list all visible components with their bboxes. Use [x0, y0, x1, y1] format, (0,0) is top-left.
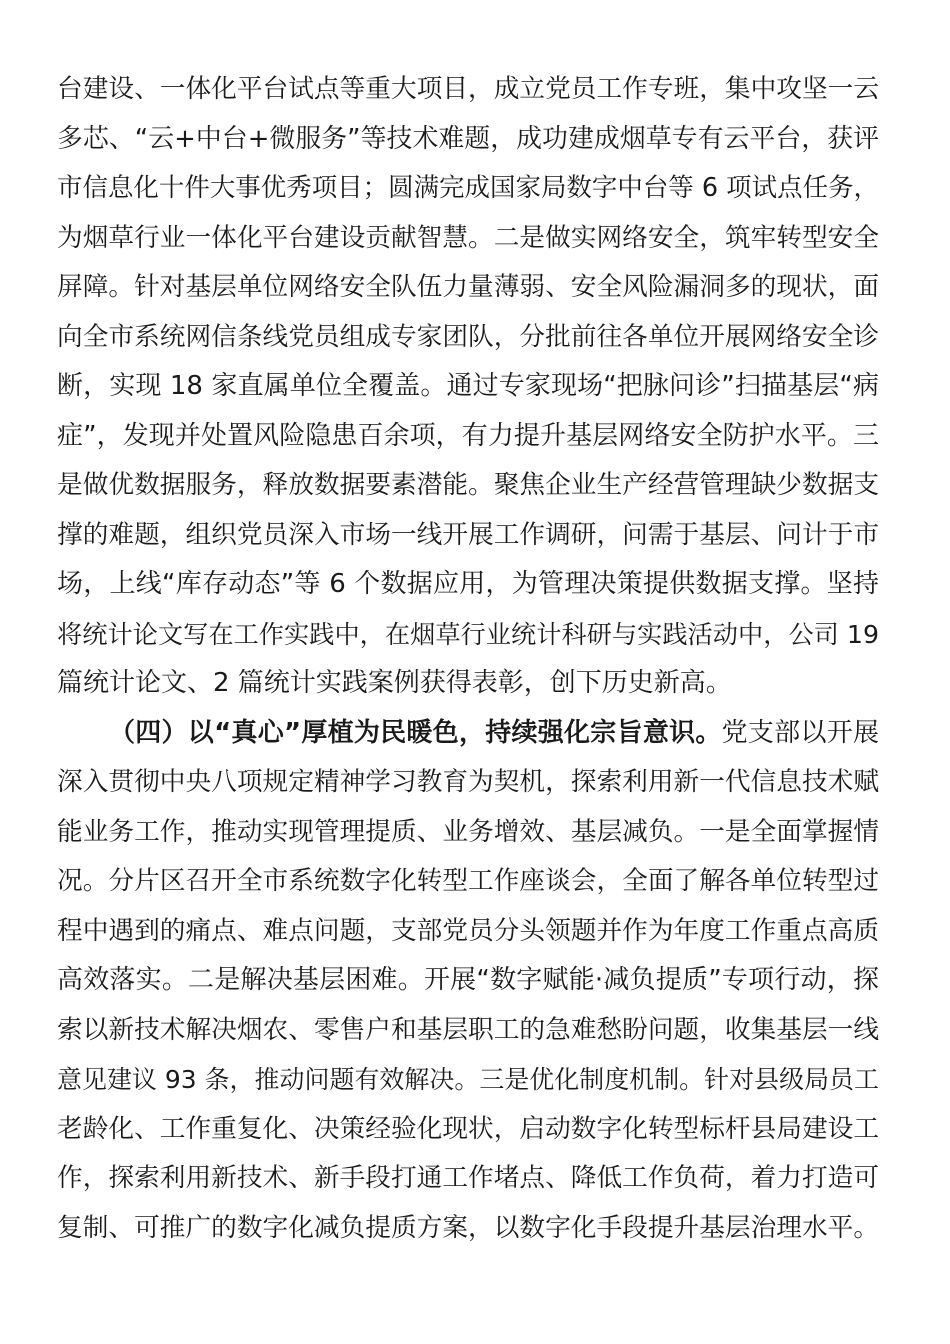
line-text: 撑的难题，组织党员深入市场一线开展工作调研，问需于基层、问计于市	[57, 519, 879, 550]
text-line	[57, 709, 879, 759]
line-text: 深入贯彻中央八项规定精神学习教育为契机，探索利用新一代信息技术赋	[57, 767, 879, 797]
line-text: 将统计论文写在工作实践中，在烟草行业统计科研与实践活动中，公司 19	[57, 619, 879, 649]
text-line	[57, 1204, 879, 1254]
line-text: 复制、可推广的数字化减负提质方案，以数字化手段提升基层治理水平。	[57, 1212, 879, 1243]
line-text: 是做优数据服务，释放数据要素潜能。聚焦企业生产经营管理缺少数据支	[57, 470, 879, 500]
text-line	[57, 313, 879, 363]
line-text: 多芯、“云+中台+微服务”等技术难题，成功建成烟草专有云平台，获评	[57, 123, 879, 154]
line-text: 党支部以开展	[721, 717, 879, 748]
text-line	[57, 1006, 879, 1056]
line-text: 向全市系统网信条线党员组成专家团队，分批前往各单位开展网络安全诊	[57, 321, 879, 352]
line-text: 篇统计论文、2 篇统计实践案例获得表彰，创下历史新高。	[57, 668, 732, 698]
text-line	[57, 65, 879, 115]
line-text: 老龄化、工作重复化、决策经验化现状，启动数字化转型标杆县局建设工	[57, 1113, 879, 1144]
text-line	[57, 1154, 879, 1204]
line-text: 能业务工作，推动实现管理提质、业务增效、基层减负。一是全面掌握情	[57, 816, 879, 847]
text-line	[57, 115, 879, 165]
line-text: 断，实现 18 家直属单位全覆盖。通过专家现场“把脉问诊”扫描基层“病	[57, 371, 879, 401]
line-text: 作，探索利用新技术、新手段打通工作堵点、降低工作负荷，着力打造可	[57, 1163, 879, 1193]
text-line	[57, 214, 879, 264]
text-line	[57, 1105, 879, 1155]
line-text: 为烟草行业一体化平台建设贡献智慧。二是做实网络安全，筑牢转型安全	[57, 222, 879, 253]
text-line	[57, 610, 879, 660]
text-line	[57, 956, 879, 1006]
line-text: 况。分片区召开全市系统数字化转型工作座谈会，全面了解各单位转型过	[57, 866, 879, 896]
line-text: 程中遇到的痛点、难点问题，支部党员分头领题并作为年度工作重点高质	[57, 915, 879, 946]
text-line	[57, 461, 879, 511]
line-text: 场，上线“库存动态”等 6 个数据应用，为管理决策提供数据支撑。坚持	[57, 569, 879, 599]
line-text: 市信息化十件大事优秀项目；圆满完成国家局数字中台等 6 项试点任务，	[57, 173, 879, 203]
text-line	[57, 412, 879, 462]
text-line	[57, 362, 879, 412]
document-body	[57, 65, 879, 1253]
line-text: 屏障。针对基层单位网络安全队伍力量薄弱、安全风险漏洞多的现状，面	[57, 272, 879, 302]
text-line	[57, 164, 879, 214]
text-line	[57, 511, 879, 561]
line-text: 症”，发现并处置风险隐患百余项，有力提升基层网络安全防护水平。三	[57, 420, 879, 451]
line-text: 索以新技术解决烟农、零售户和基层职工的急难愁盼问题，收集基层一线	[57, 1014, 879, 1045]
line-text: 台建设、一体化平台试点等重大项目，成立党员工作专班，集中攻坚一云	[57, 74, 879, 104]
line-text: 意见建议 93 条，推动问题有效解决。三是优化制度机制。针对县级局员工	[57, 1065, 879, 1094]
text-line	[57, 808, 879, 858]
line-text: 高效落实。二是解决基层困难。开展“数字赋能·减负提质”专项行动，探	[57, 965, 879, 995]
text-line	[57, 907, 879, 957]
text-line	[57, 758, 879, 808]
text-line	[57, 659, 879, 709]
section-heading: （四）以“真心”厚植为民暖色，持续强化宗旨意识。	[109, 717, 722, 748]
text-line	[57, 263, 879, 313]
text-line	[57, 560, 879, 610]
text-line	[57, 1055, 879, 1105]
text-line	[57, 857, 879, 907]
